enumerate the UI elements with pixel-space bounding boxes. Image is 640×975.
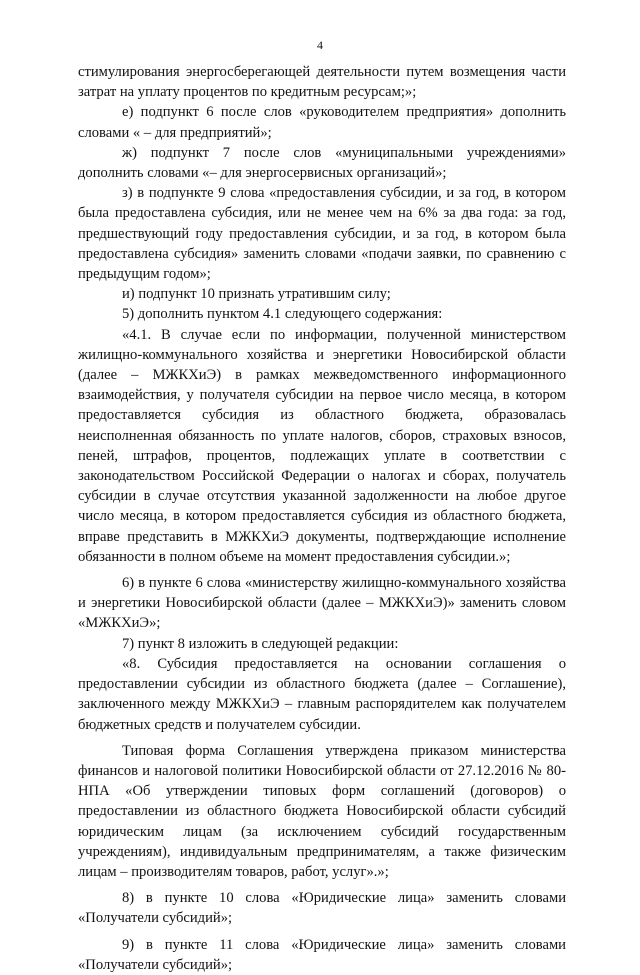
paragraph: з) в подпункте 9 слова «предоставления субсидии, и за год, в котором была предоставлена субсидия, или не менее чем на 6% за два года: за год, предшествующий году предоставления субсидии, и за год, в котором была предоставлена субсидия» заменить словами «подачи заявки, по сравнению с предыдущим годом»; [78,185,566,283]
paragraph: «8. Субсидия предоставляется на основании соглашения о предоставлении субсидии из областного бюджета (далее – Соглашение), заключенного между МЖКХиЭ – главным распорядителем как получателем бюджетных средств и получателем субсидии. [78,655,566,733]
paragraph: «4.1. В случае если по информации, полученной министерством жилищно-коммунального хозяйства и энергетики Новосибирской области (далее – МЖКХиЭ) в рамках межведомственного информационного взаимодействия, у получателя субсидии на первое число месяца, в котором предоставляется субсидия из областного бюджета, образовалась неисполненная обязанность по уплате налогов, сборов, страховых взносов, пеней, штрафов, процентов, подлежащих уплате в соответствии с законодательством Российской Федерации о налогах и сборах, получатель субсидии в случае отсутствия указанной задолженности на любое другое число месяца, в котором предоставляется субсидия из областного бюджета, вправе представить в МЖКХиЭ документы, подтверждающие исполнение обязанности в полном объеме на момент предоставления субсидии.»; [78,326,566,565]
paragraph: 5) дополнить пунктом 4.1 следующего содержания: [122,306,443,323]
paragraph: 9) в пункте 11 слова «Юридические лица» заменить словами «Получатели субсидий»; [78,936,566,973]
paragraph: ж) подпункт 7 после слов «муниципальными учреждениями» дополнить словами «– для энергосервисных организаций»; [78,144,566,182]
paragraph: Типовая форма Соглашения утверждена приказом министерства финансов и налоговой политики Новосибирской области от 27.12.2016 № 80-НПА «Об утверждении типовых форм соглашений (договоров) о предоставлении из областного бюджета Новосибирской области субсидий юридическим лицам (за исключением субсидий государственным учреждениям), индивидуальным предпринимателям, а также физическим лицам – производителям товаров, работ, услуг».»; [78,742,566,880]
document-body [78,62,566,975]
page-number: 4 [317,38,323,52]
paragraph: е) подпункт 6 после слов «руководителем предприятия» дополнить словами « – для предприятий»; [78,104,566,141]
paragraph: 8) в пункте 10 слова «Юридические лица» заменить словами «Получатели субсидий»; [78,890,566,927]
paragraph: 6) в пункте 6 слова «министерству жилищно-коммунального хозяйства и энергетики Новосибирской области (далее – МЖКХиЭ)» заменить словом «МЖКХиЭ»; [78,575,566,632]
paragraph: стимулирования энергосберегающей деятельности путем возмещения части затрат на уплату процентов по кредитным ресурсам;»; [78,64,566,101]
paragraph: 7) пункт 8 изложить в следующей редакции: [122,635,399,652]
paragraph: и) подпункт 10 признать утратившим силу; [122,286,391,303]
